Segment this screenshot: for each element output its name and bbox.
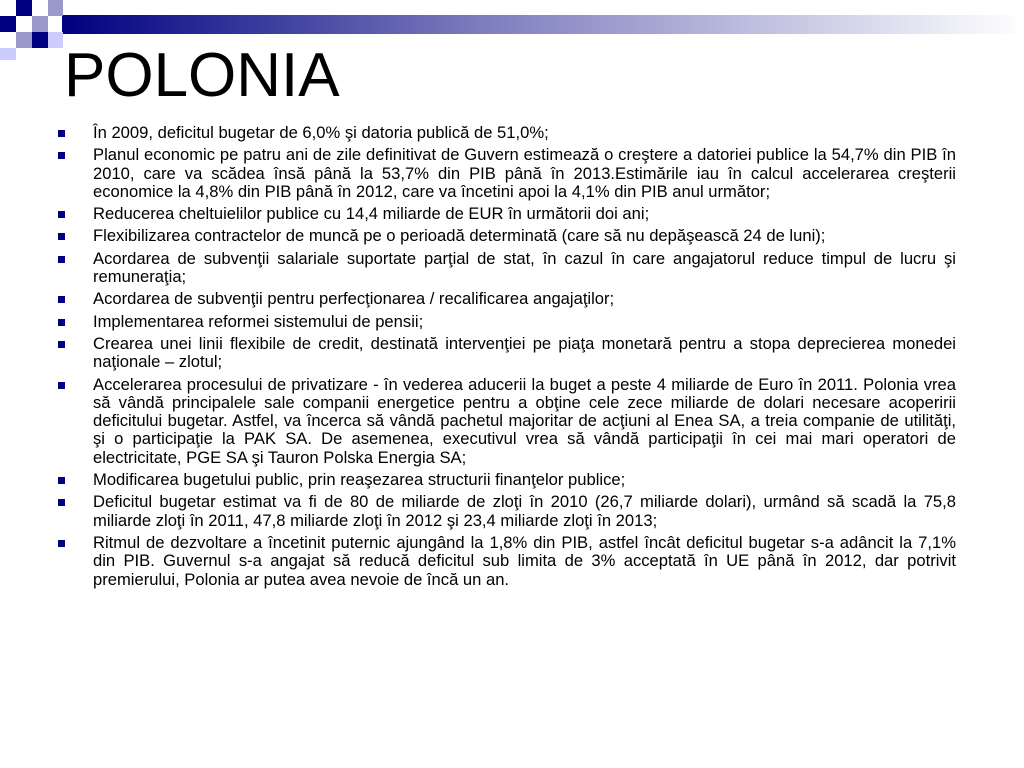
bullet-text: Acordarea de subvenţii pentru perfecţionarea / recalificarea angajaţilor; [93, 289, 615, 309]
square-bullet-icon [58, 233, 65, 240]
deco-square [48, 0, 63, 16]
bullet-item [58, 471, 956, 489]
bullet-text: Acordarea de subvenţii salariale suportate parţial de stat, în cazul în care angajatorul reduce timpul de lucru şi remuneraţia; [93, 248, 956, 287]
square-bullet-icon [58, 130, 65, 137]
bullet-text: Modificarea bugetului public, prin reaşezarea structurii finanţelor publice; [93, 470, 626, 490]
square-bullet-icon [58, 256, 65, 263]
bullet-item [58, 227, 956, 245]
square-bullet-icon [58, 477, 65, 484]
bullet-item [58, 493, 956, 530]
square-bullet-icon [58, 152, 65, 159]
bullet-text: În 2009, deficitul bugetar de 6,0% şi datoria publică de 51,0%; [93, 123, 549, 142]
bullet-text: Ritmul de dezvoltare a încetinit puternic ajungând la 1,8% din PIB, astfel încât deficitul bugetar s-a adâncit la 7,1% din PIB. Guvernul s-a angajat să reducă deficitul sub limita de 3% acceptată în UE până în 2012, dar potrivit premierului, Polonia ar putea avea nevoie de încă un an. [93, 532, 956, 589]
bullet-list [58, 124, 956, 593]
bullet-text: Crearea unei linii flexibile de credit, destinată intervenţiei pe piaţa monetară pentru a stopa deprecierea monedei naţionale – zlotul; [93, 333, 956, 372]
deco-square [32, 32, 48, 48]
bullet-item [58, 313, 956, 331]
bullet-item [58, 335, 956, 372]
bullet-item [58, 250, 956, 287]
bullet-text: Deficitul bugetar estimat va fi de 80 de miliarde de zloţi în 2010 (26,7 miliarde dolari), urmând să scadă la 75,8 miliarde zloţi în 2011, 47,8 miliarde zloţi în 2012 şi 23,4 miliarde zloţi în 2013; [93, 492, 956, 530]
square-bullet-icon [58, 211, 65, 218]
square-bullet-icon [58, 540, 65, 547]
deco-square [0, 16, 16, 32]
bullet-item [58, 534, 956, 589]
bullet-item [58, 124, 956, 142]
bullet-text: Accelerarea procesului de privatizare - în vederea aducerii la buget a peste 4 miliarde de Euro în 2011. Polonia vrea să vândă principalele sale companii energetice pentru a obţine cele zece miliarde de dolari necesare acoperirii deficitului bugetar. Astfel, va încerca să vândă pachetul majoritar de acţiuni al Enea SA, a treia companie de utilităţi, şi o participaţie la PAK SA. De asemenea, executivul vrea să vândă participaţii în cei mai mari operatori de electricitate, PGE SA şi Tauron Polska Energia SA; [93, 374, 956, 467]
deco-square [0, 48, 16, 60]
slide-title: POLONIA [64, 41, 340, 110]
bullet-text: Flexibilizarea contractelor de muncă pe o perioadă determinată (care să nu depăşească 24 de luni); [93, 226, 826, 246]
bullet-item [58, 205, 956, 223]
bullet-text: Implementarea reformei sistemului de pensii; [93, 311, 424, 331]
deco-square [0, 0, 16, 16]
bullet-text: Planul economic pe patru ani de zile definitivat de Guvern estimează o creştere a datoriei publice la 54,7% din PIB în 2010, care va scădea însă până la 53,7% din PIB până în 2013.Estimările iau în calcul accelerarea creşterii economice la 4,8% din PIB până în 2012, care va încetini apoi la 4,1% din PIB anul următor; [93, 145, 956, 201]
bullet-item [58, 146, 956, 201]
square-bullet-icon [58, 319, 65, 326]
deco-square [48, 32, 63, 48]
square-bullet-icon [58, 499, 65, 506]
header-gradient-bar [62, 15, 1024, 34]
square-bullet-icon [58, 382, 65, 389]
bullet-item [58, 376, 956, 467]
bullet-text: Reducerea cheltuielilor publice cu 14,4 miliarde de EUR în următorii doi ani; [93, 204, 650, 224]
bullet-item [58, 290, 956, 308]
square-bullet-icon [58, 296, 65, 303]
deco-square [16, 32, 32, 48]
deco-square [16, 0, 32, 16]
square-bullet-icon [58, 341, 65, 348]
deco-square [32, 16, 48, 32]
